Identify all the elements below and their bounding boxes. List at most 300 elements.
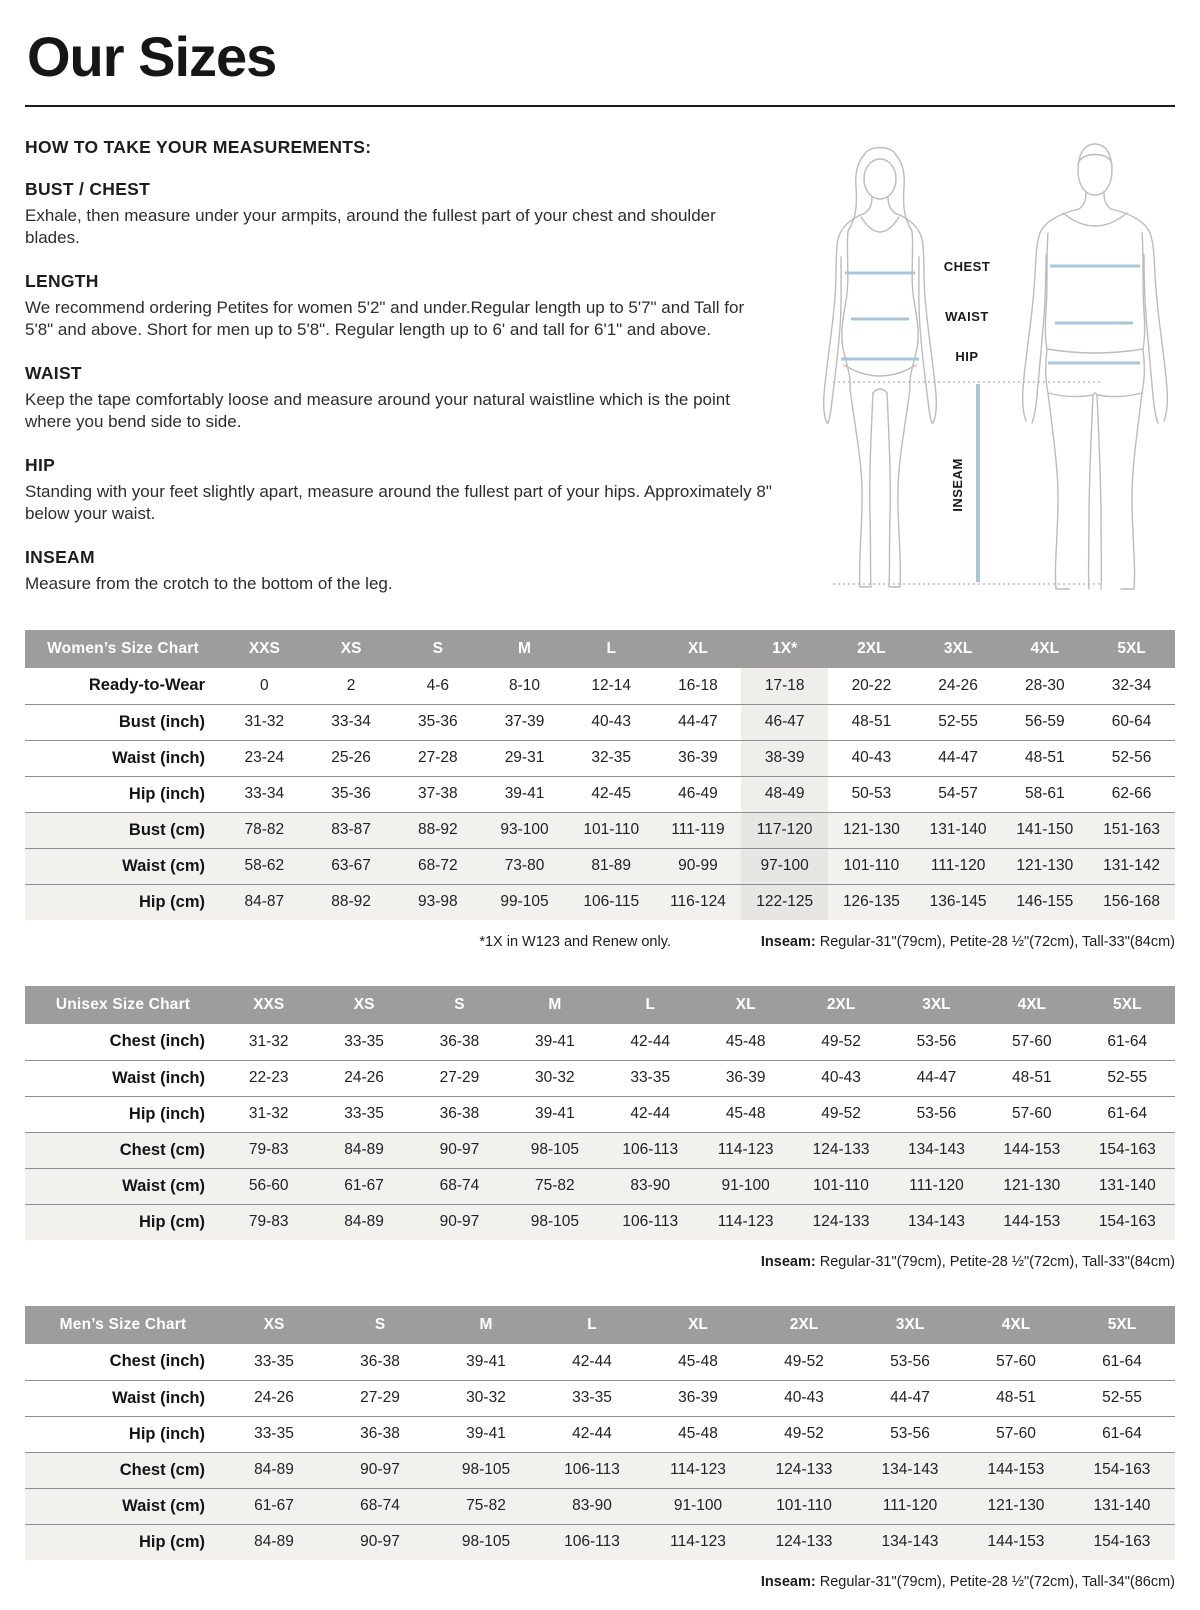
- size-cell: 36-39: [645, 1380, 751, 1416]
- table-row: [25, 704, 1175, 740]
- size-cell: 90-97: [412, 1204, 507, 1240]
- size-cell: 22-23: [221, 1060, 316, 1096]
- size-cell: 24-26: [221, 1380, 327, 1416]
- size-cell: 116-124: [655, 884, 742, 920]
- size-cell: 114-123: [645, 1452, 751, 1488]
- size-cell: 88-92: [394, 812, 481, 848]
- size-cell: 42-44: [630, 1032, 671, 1050]
- size-cell: 58-62: [221, 848, 308, 884]
- size-cell: 122-125: [741, 884, 828, 920]
- size-cell: 98-105: [507, 1204, 602, 1240]
- size-cell: 131-140: [1080, 1168, 1175, 1204]
- size-cell: 99-105: [481, 884, 568, 920]
- size-cell: 84-89: [221, 1452, 327, 1488]
- row-label: Hip (inch): [25, 1416, 221, 1452]
- body-figures-illustration: [795, 135, 1170, 600]
- size-column-header: 3XL: [889, 986, 984, 1024]
- size-column-header: XL: [645, 1306, 751, 1344]
- size-cell: 42-44: [603, 1096, 698, 1132]
- size-cell: 61-64: [1107, 1032, 1148, 1050]
- top-section: [25, 133, 1175, 600]
- table-row: [25, 1060, 1175, 1096]
- size-cell: 61-64: [1102, 1352, 1142, 1370]
- row-label: Ready-to-Wear: [88, 676, 205, 695]
- size-cell: 97-100: [741, 848, 828, 884]
- size-cell: 111-119: [655, 812, 742, 848]
- table-row: [25, 1380, 1175, 1416]
- size-cell: 131-140: [915, 812, 1002, 848]
- size-cell: 52-55: [915, 704, 1002, 740]
- row-label: Waist (cm): [25, 848, 221, 884]
- table-row: [25, 1452, 1175, 1488]
- size-cell: 68-74: [327, 1488, 433, 1524]
- size-cell: 52-55: [1080, 1060, 1175, 1096]
- unisex-size-chart-section: [25, 986, 1175, 1270]
- size-column-header: 4XL: [984, 986, 1079, 1024]
- size-column-header: XL: [655, 630, 742, 668]
- size-cell: 36-38: [439, 1032, 480, 1050]
- size-cell: 106-115: [568, 884, 655, 920]
- instruction-section-title: BUST / CHEST: [25, 179, 151, 199]
- size-cell: 24-26: [316, 1060, 411, 1096]
- size-column-header: XXS: [221, 630, 308, 668]
- size-cell: 33-35: [316, 1096, 411, 1132]
- size-cell: 101-110: [828, 848, 915, 884]
- row-label: Hip (inch): [25, 776, 221, 812]
- size-cell: 134-143: [889, 1204, 984, 1240]
- chest-label: CHEST: [943, 259, 991, 274]
- size-cell: 37-38: [394, 776, 481, 812]
- table-row: [25, 1132, 1175, 1168]
- size-cell: 53-56: [857, 1416, 963, 1452]
- size-cell: 33-35: [344, 1032, 384, 1050]
- size-cell: 88-92: [308, 884, 395, 920]
- table-row: [25, 1488, 1175, 1524]
- size-cell: 53-56: [890, 1352, 930, 1370]
- instructions-heading: HOW TO TAKE YOUR MEASUREMENTS:: [25, 137, 372, 157]
- size-column-header: 5XL: [1088, 630, 1175, 668]
- mens-table-footnotes: [25, 1574, 1175, 1590]
- size-column-header: S: [394, 630, 481, 668]
- size-column-header: L: [568, 630, 655, 668]
- woman-figure-outline: [824, 148, 937, 588]
- inseam-dotted-guides: [833, 382, 1100, 584]
- size-cell: 84-87: [221, 884, 308, 920]
- size-cell: 36-38: [327, 1416, 433, 1452]
- size-cell: 124-133: [751, 1452, 857, 1488]
- size-cell: 44-47: [655, 704, 742, 740]
- size-cell: 62-66: [1088, 776, 1175, 812]
- size-cell: 32-34: [1111, 676, 1152, 694]
- instruction-section-body: Keep the tape comfortably loose and measure around your natural waistline which is the point where you bend side to side.: [25, 389, 730, 432]
- size-cell: 154-163: [1069, 1524, 1175, 1560]
- size-cell: 131-140: [1069, 1488, 1175, 1524]
- table-header-row: [25, 986, 1175, 1024]
- size-cell: 101-110: [751, 1488, 857, 1524]
- row-label: Chest (cm): [25, 1132, 221, 1168]
- size-cell: 42-45: [568, 776, 655, 812]
- size-cell: 106-113: [603, 1132, 698, 1168]
- size-cell: 90-97: [412, 1132, 507, 1168]
- size-cell: 111-120: [915, 848, 1002, 884]
- row-label: Hip (cm): [25, 1204, 221, 1240]
- instruction-section: [25, 363, 773, 434]
- size-cell: 106-113: [539, 1524, 645, 1560]
- size-cell: 61-67: [221, 1488, 327, 1524]
- table-row: [25, 776, 1175, 812]
- instruction-section-body: Exhale, then measure under your armpits, around the fullest part of your chest and shoulder blades.: [25, 206, 716, 248]
- size-cell: 90-97: [327, 1452, 433, 1488]
- size-cell: 126-135: [828, 884, 915, 920]
- womens-table-footnotes: [25, 934, 1175, 950]
- size-cell: 144-153: [963, 1452, 1069, 1488]
- size-cell: 111-120: [889, 1168, 984, 1204]
- size-cell: 58-61: [1001, 776, 1088, 812]
- size-cell: 79-83: [221, 1132, 316, 1168]
- size-column-header: 2XL: [751, 1306, 857, 1344]
- size-cell: 56-60: [221, 1168, 316, 1204]
- size-column-header: XS: [221, 1306, 327, 1344]
- size-cell: 81-89: [568, 848, 655, 884]
- hip-label: HIP: [955, 349, 979, 364]
- size-cell: 39-41: [535, 1032, 575, 1050]
- size-cell: 2: [346, 676, 356, 694]
- size-cell: 40-43: [568, 704, 655, 740]
- instruction-section-title: WAIST: [25, 362, 82, 383]
- size-cell: 53-56: [889, 1096, 984, 1132]
- instruction-section-title: INSEAM: [25, 546, 95, 567]
- size-cell: 33-35: [221, 1416, 327, 1452]
- size-cell: 114-123: [645, 1524, 751, 1560]
- size-cell: 124-133: [793, 1132, 888, 1168]
- size-cell: 78-82: [221, 812, 308, 848]
- size-column-header: 2XL: [793, 986, 888, 1024]
- table-row: [25, 1344, 1175, 1380]
- size-cell: 83-87: [308, 812, 395, 848]
- size-column-header: 4XL: [1001, 630, 1088, 668]
- size-cell: 42-44: [539, 1416, 645, 1452]
- size-cell: 134-143: [889, 1132, 984, 1168]
- size-cell: 35-36: [308, 776, 395, 812]
- man-figure-outline: [1023, 144, 1168, 589]
- table-row: [25, 848, 1175, 884]
- table-row: [25, 884, 1175, 920]
- size-cell: 48-51: [963, 1380, 1069, 1416]
- size-column-header: 3XL: [857, 1306, 963, 1344]
- size-column-header: L: [603, 986, 698, 1024]
- size-cell: 40-43: [828, 740, 915, 776]
- size-cell: 84-89: [316, 1204, 411, 1240]
- size-column-header: M: [481, 630, 568, 668]
- size-cell: 134-143: [857, 1524, 963, 1560]
- size-cell: 49-52: [751, 1416, 857, 1452]
- size-cell: 101-110: [793, 1168, 888, 1204]
- table-footnote-inseam: Inseam: Regular-31"(79cm), Petite-28 ½"(72cm), Tall-33"(84cm): [760, 1254, 1175, 1270]
- size-cell: 39-41: [507, 1096, 602, 1132]
- instruction-section: [25, 455, 773, 526]
- size-cell: 32-35: [568, 740, 655, 776]
- table-row: [25, 812, 1175, 848]
- size-cell: 121-130: [828, 812, 915, 848]
- size-cell: 83-90: [539, 1488, 645, 1524]
- instruction-section-body: Standing with your feet slightly apart, measure around the fullest part of your hips. Approximately 8" below your waist.: [25, 481, 772, 524]
- waist-label: WAIST: [945, 309, 989, 324]
- size-cell: 4-6: [426, 676, 449, 694]
- size-cell: 36-38: [412, 1096, 507, 1132]
- size-cell: 154-163: [1080, 1132, 1175, 1168]
- size-cell: 134-143: [857, 1452, 963, 1488]
- size-cell: 12-14: [591, 676, 632, 694]
- size-cell: 156-168: [1088, 884, 1175, 920]
- size-cell: 141-150: [1001, 812, 1088, 848]
- size-cell: 53-56: [916, 1032, 957, 1050]
- size-cell: 131-142: [1088, 848, 1175, 884]
- size-column-header: 2XL: [828, 630, 915, 668]
- size-cell: 45-48: [645, 1416, 751, 1452]
- size-cell: 33-35: [603, 1060, 698, 1096]
- row-label: Waist (cm): [25, 1168, 221, 1204]
- table-footnote-note: *1X in W123 and Renew only.: [479, 934, 671, 950]
- row-label: Chest (cm): [25, 1452, 221, 1488]
- size-column-header: M: [507, 986, 602, 1024]
- size-column-header: XS: [308, 630, 395, 668]
- size-cell: 30-32: [433, 1380, 539, 1416]
- inseam-label: INSEAM: [950, 458, 965, 512]
- row-label: Hip (cm): [25, 1524, 221, 1560]
- title-divider: [25, 105, 1175, 107]
- table-row: [25, 1524, 1175, 1560]
- womens-size-chart-section: [25, 630, 1175, 950]
- size-cell: 27-29: [327, 1380, 433, 1416]
- row-label: Hip (cm): [25, 884, 221, 920]
- size-cell: 39-41: [433, 1416, 539, 1452]
- size-cell: 48-51: [984, 1060, 1079, 1096]
- row-label: Bust (inch): [25, 704, 221, 740]
- size-cell: 93-100: [481, 812, 568, 848]
- size-cell: 39-41: [466, 1352, 506, 1370]
- size-cell: 124-133: [793, 1204, 888, 1240]
- size-cell: 20-22: [851, 676, 892, 694]
- size-cell: 57-60: [1011, 1032, 1052, 1050]
- size-cell: 0: [260, 676, 269, 694]
- table-row: [25, 1024, 1175, 1060]
- row-label: Waist (inch): [25, 1060, 221, 1096]
- size-cell: 38-39: [741, 740, 828, 776]
- row-label: Chest (inch): [109, 1352, 205, 1371]
- size-cell: 101-110: [568, 812, 655, 848]
- row-label: Waist (inch): [25, 740, 221, 776]
- size-cell: 90-99: [655, 848, 742, 884]
- instruction-section-body: We recommend ordering Petites for women 5'2" and under.Regular length up to 5'7" and Tall for 5'8" and above. Short for men up to 5'8". Regular length up to 6' and tall for 6'1" and above.: [25, 297, 745, 340]
- size-cell: 61-64: [1069, 1416, 1175, 1452]
- size-cell: 49-52: [821, 1032, 861, 1050]
- size-cell: 106-113: [539, 1452, 645, 1488]
- size-cell: 45-48: [725, 1032, 766, 1050]
- size-cell: 106-113: [603, 1204, 698, 1240]
- size-cell: 57-60: [984, 1096, 1079, 1132]
- size-cell: 42-44: [572, 1352, 612, 1370]
- size-cell: 45-48: [698, 1096, 793, 1132]
- size-cell: 16-18: [678, 676, 718, 694]
- size-cell: 61-64: [1080, 1096, 1175, 1132]
- size-cell: 25-26: [308, 740, 395, 776]
- size-cell: 46-49: [655, 776, 742, 812]
- size-cell: 124-133: [751, 1524, 857, 1560]
- size-cell: 36-39: [655, 740, 742, 776]
- size-cell: 83-90: [603, 1168, 698, 1204]
- size-cell: 136-145: [915, 884, 1002, 920]
- size-cell: 57-60: [996, 1352, 1036, 1370]
- size-cell: 54-57: [915, 776, 1002, 812]
- size-cell: 8-10: [509, 676, 541, 694]
- row-label: Bust (cm): [25, 812, 221, 848]
- size-cell: 56-59: [1001, 704, 1088, 740]
- instruction-sections: [25, 179, 773, 595]
- size-column-header: XS: [316, 986, 411, 1024]
- table-row: [25, 1096, 1175, 1132]
- measurement-lines: [841, 266, 1140, 363]
- size-column-header: XXS: [221, 986, 316, 1024]
- size-column-header: L: [539, 1306, 645, 1344]
- table-row: [25, 1204, 1175, 1240]
- mens-size-chart-section: [25, 1306, 1175, 1590]
- instruction-section-title: LENGTH: [25, 270, 99, 291]
- size-cell: 31-32: [221, 1096, 316, 1132]
- table-header-row: [25, 630, 1175, 668]
- size-cell: 75-82: [507, 1168, 602, 1204]
- size-cell: 154-163: [1080, 1204, 1175, 1240]
- size-column-header: 3XL: [915, 630, 1002, 668]
- row-label: Waist (inch): [25, 1380, 221, 1416]
- size-column-header: 1X*: [741, 630, 828, 668]
- size-cell: 121-130: [963, 1488, 1069, 1524]
- size-cell: 44-47: [915, 740, 1002, 776]
- womens-size-chart-table: [25, 630, 1175, 920]
- size-cell: 31-32: [248, 1032, 289, 1050]
- table-title: Men’s Size Chart: [25, 1306, 221, 1344]
- size-cell: 68-72: [394, 848, 481, 884]
- size-cell: 68-74: [412, 1168, 507, 1204]
- table-row: [25, 668, 1175, 704]
- size-column-header: 5XL: [1080, 986, 1175, 1024]
- instruction-section-body: Measure from the crotch to the bottom of the leg.: [25, 573, 393, 593]
- table-header-row: [25, 1306, 1175, 1344]
- size-cell: 31-32: [221, 704, 308, 740]
- instruction-section: [25, 547, 773, 595]
- table-row: [25, 1168, 1175, 1204]
- size-cell: 48-49: [741, 776, 828, 812]
- page-title: Our Sizes: [27, 25, 277, 88]
- unisex-size-chart-table: [25, 986, 1175, 1240]
- row-label: Chest (inch): [109, 1032, 205, 1051]
- size-cell: 144-153: [984, 1132, 1079, 1168]
- size-cell: 114-123: [698, 1204, 793, 1240]
- size-cell: 37-39: [481, 704, 568, 740]
- size-cell: 111-120: [857, 1488, 963, 1524]
- size-cell: 49-52: [793, 1096, 888, 1132]
- size-column-header: S: [327, 1306, 433, 1344]
- size-cell: 17-18: [741, 668, 828, 704]
- size-cell: 40-43: [793, 1060, 888, 1096]
- size-cell: 36-38: [360, 1352, 400, 1370]
- size-cell: 144-153: [984, 1204, 1079, 1240]
- table-row: [25, 1416, 1175, 1452]
- measurement-instructions: [25, 133, 773, 595]
- size-cell: 154-163: [1069, 1452, 1175, 1488]
- size-cell: 60-64: [1088, 704, 1175, 740]
- instruction-section-title: HIP: [25, 454, 56, 475]
- size-column-header: 5XL: [1069, 1306, 1175, 1344]
- mens-size-chart-table: [25, 1306, 1175, 1560]
- size-cell: 93-98: [394, 884, 481, 920]
- size-cell: 114-123: [698, 1132, 793, 1168]
- size-cell: 121-130: [984, 1168, 1079, 1204]
- size-cell: 33-34: [308, 704, 395, 740]
- size-cell: 46-47: [741, 704, 828, 740]
- size-cell: 27-29: [412, 1060, 507, 1096]
- size-cell: 57-60: [963, 1416, 1069, 1452]
- size-cell: 91-100: [645, 1488, 751, 1524]
- size-cell: 98-105: [433, 1452, 539, 1488]
- size-cell: 91-100: [698, 1168, 793, 1204]
- size-cell: 98-105: [433, 1524, 539, 1560]
- table-title: Unisex Size Chart: [25, 986, 221, 1024]
- size-cell: 39-41: [481, 776, 568, 812]
- size-cell: 33-35: [254, 1352, 294, 1370]
- table-footnote-inseam: Inseam: Regular-31"(79cm), Petite-28 ½"(72cm), Tall-34"(86cm): [760, 1574, 1175, 1590]
- size-cell: 52-55: [1069, 1380, 1175, 1416]
- table-footnote-inseam: Inseam: Regular-31"(79cm), Petite-28 ½"(72cm), Tall-33"(84cm): [760, 934, 1175, 950]
- size-cell: 75-82: [433, 1488, 539, 1524]
- size-cell: 49-52: [784, 1352, 824, 1370]
- size-cell: 30-32: [507, 1060, 602, 1096]
- size-column-header: XL: [698, 986, 793, 1024]
- size-cell: 33-35: [539, 1380, 645, 1416]
- body-measurement-diagram: [795, 135, 1175, 600]
- size-cell: 146-155: [1001, 884, 1088, 920]
- size-cell: 90-97: [327, 1524, 433, 1560]
- size-cell: 36-39: [698, 1060, 793, 1096]
- size-cell: 33-34: [221, 776, 308, 812]
- size-cell: 144-153: [963, 1524, 1069, 1560]
- table-title: Women’s Size Chart: [25, 630, 221, 668]
- size-cell: 40-43: [751, 1380, 857, 1416]
- size-cell: 35-36: [394, 704, 481, 740]
- size-cell: 45-48: [678, 1352, 718, 1370]
- size-cell: 48-51: [1001, 740, 1088, 776]
- size-cell: 79-83: [221, 1204, 316, 1240]
- size-cell: 84-89: [221, 1524, 327, 1560]
- size-column-header: S: [412, 986, 507, 1024]
- instruction-section: [25, 179, 773, 250]
- row-label: Waist (cm): [25, 1488, 221, 1524]
- size-cell: 28-30: [1025, 676, 1065, 694]
- size-cell: 44-47: [857, 1380, 963, 1416]
- size-cell: 48-51: [828, 704, 915, 740]
- table-row: [25, 740, 1175, 776]
- size-cell: 29-31: [481, 740, 568, 776]
- size-cell: 52-56: [1088, 740, 1175, 776]
- size-cell: 151-163: [1088, 812, 1175, 848]
- size-column-header: M: [433, 1306, 539, 1344]
- size-cell: 23-24: [221, 740, 308, 776]
- size-cell: 121-130: [1001, 848, 1088, 884]
- size-cell: 117-120: [741, 812, 828, 848]
- size-cell: 27-28: [394, 740, 481, 776]
- row-label: Hip (inch): [25, 1096, 221, 1132]
- size-cell: 61-67: [316, 1168, 411, 1204]
- size-column-header: 4XL: [963, 1306, 1069, 1344]
